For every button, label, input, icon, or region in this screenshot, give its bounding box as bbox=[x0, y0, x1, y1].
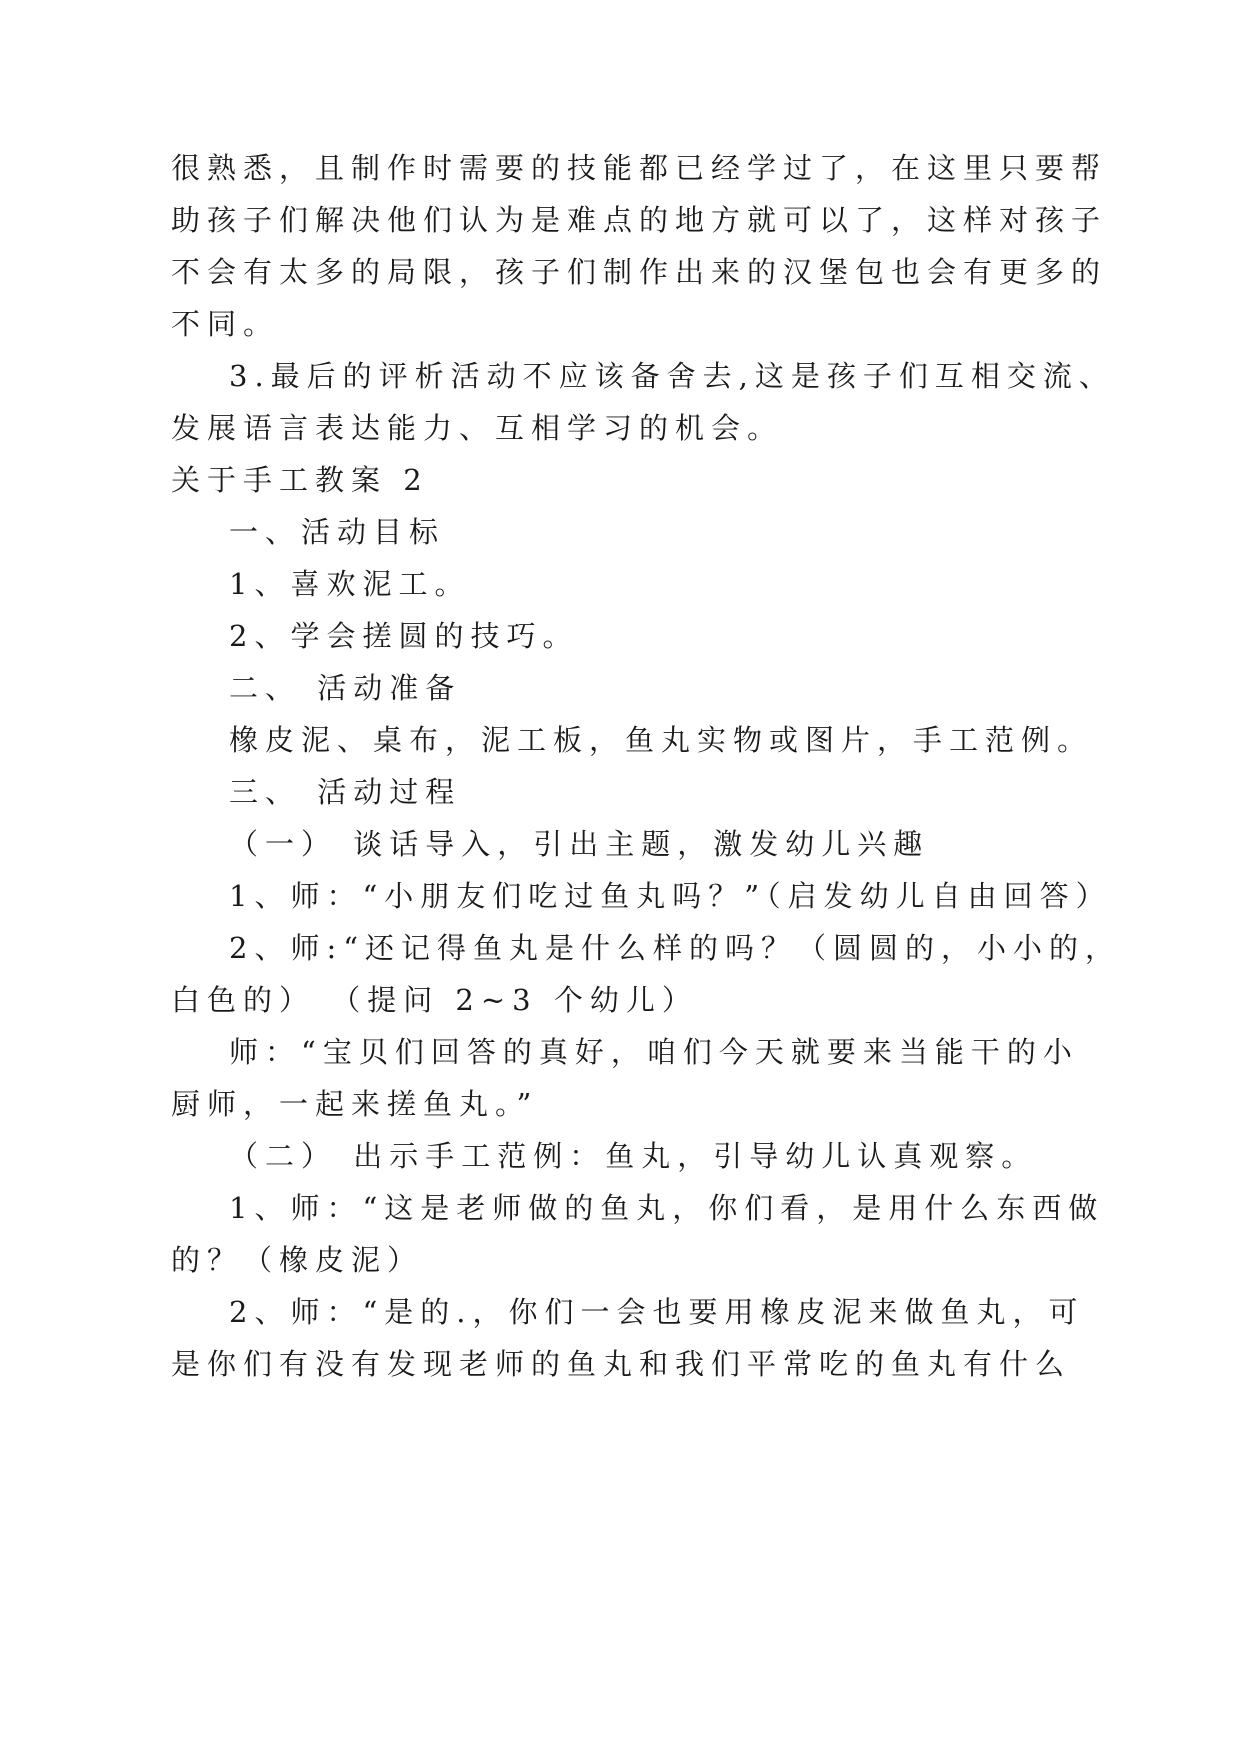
section-heading: 关于手工教案 2 bbox=[171, 463, 429, 497]
paragraph-line: 1、师：“这是老师做的鱼丸，你们看，是用什么东西做 bbox=[229, 1191, 1105, 1225]
paragraph-line: 厨师，一起来搓鱼丸。” bbox=[171, 1087, 539, 1121]
paragraph-line: 很熟悉，且制作时需要的技能都已经学过了，在这里只要帮 bbox=[171, 151, 1108, 185]
paragraph-line: 一、活动目标 bbox=[229, 515, 446, 549]
paragraph-line: 三、 活动过程 bbox=[229, 775, 462, 809]
paragraph-line: 橡皮泥、桌布，泥工板，鱼丸实物或图片，手工范例。 bbox=[229, 723, 1094, 757]
paragraph-line: 2、师：“是的.，你们一会也要用橡皮泥来做鱼丸，可 bbox=[229, 1295, 1085, 1329]
paragraph-line: 不同。 bbox=[171, 307, 280, 341]
paragraph-line: 二、 活动准备 bbox=[229, 671, 462, 705]
paragraph-line: 发展语言表达能力、互相学习的机会。 bbox=[171, 411, 784, 445]
paragraph-line: 2、学会搓圆的技巧。 bbox=[229, 619, 579, 653]
paragraph-line: （二） 出示手工范例：鱼丸，引导幼儿认真观察。 bbox=[229, 1139, 1038, 1173]
paragraph-line: 师：“宝贝们回答的真好，咱们今天就要来当能干的小 bbox=[229, 1035, 1079, 1069]
paragraph-line: 助孩子们解决他们认为是难点的地方就可以了，这样对孩子 bbox=[171, 203, 1108, 237]
paragraph-line: 2、师:“还记得鱼丸是什么样的吗？（圆圆的，小小的， bbox=[229, 931, 1122, 965]
paragraph-line: 1、喜欢泥工。 bbox=[229, 567, 471, 601]
paragraph-line: 3.最后的评析活动不应该备舍去,这是孩子们互相交流、 bbox=[229, 359, 1115, 393]
paragraph-line: 的？（橡皮泥） bbox=[171, 1243, 424, 1277]
paragraph-line: 是你们有没有发现老师的鱼丸和我们平常吃的鱼丸有什么 bbox=[171, 1347, 1072, 1381]
paragraph-line: 白色的） （提问 2~3 个幼儿） bbox=[171, 983, 698, 1017]
paragraph-line: 不会有太多的局限，孩子们制作出来的汉堡包也会有更多的 bbox=[171, 255, 1108, 289]
paragraph-line: 1、师：“小朋友们吃过鱼丸吗？”（启发幼儿自由回答） bbox=[229, 879, 1112, 913]
paragraph-line: （一） 谈话导入，引出主题，激发幼儿兴趣 bbox=[229, 827, 930, 861]
